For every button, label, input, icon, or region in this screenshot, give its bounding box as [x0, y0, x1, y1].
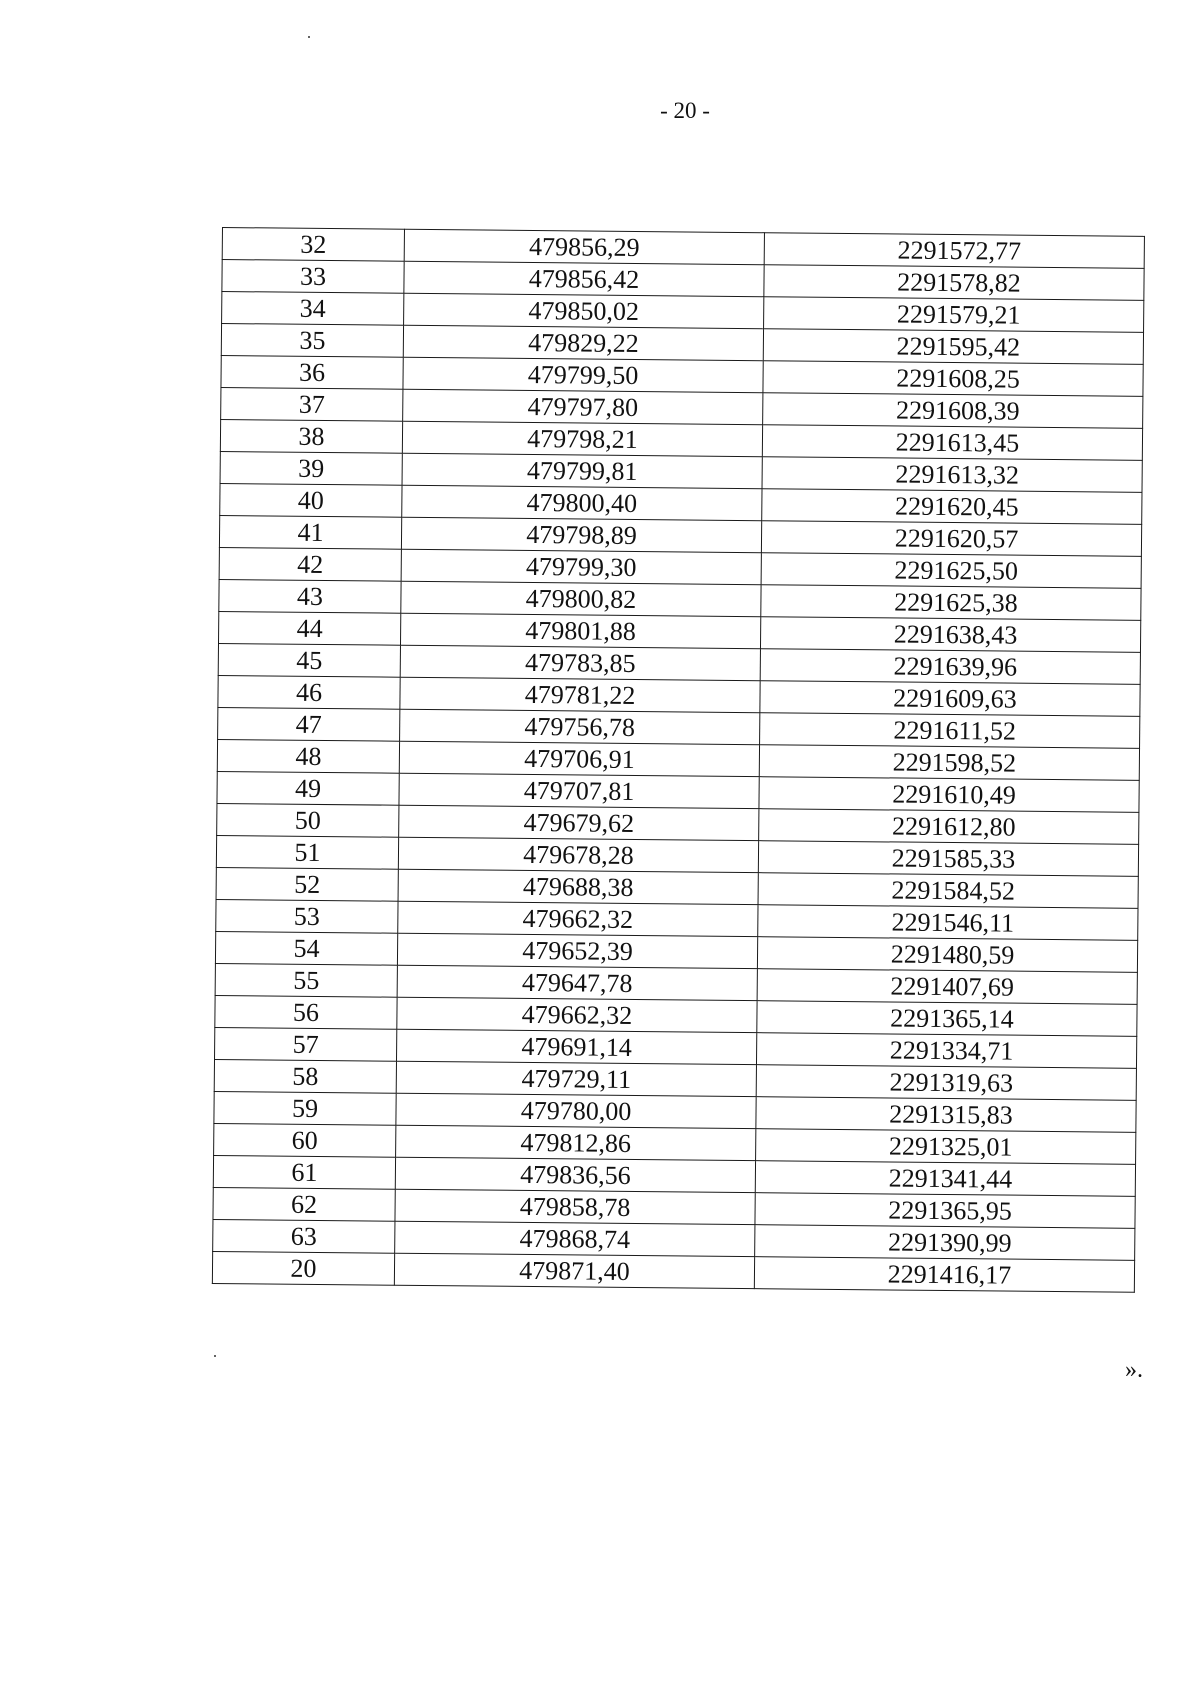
- point-number-cell: 47: [218, 707, 400, 741]
- point-number-cell: 44: [219, 611, 401, 645]
- point-number-cell: 57: [215, 1027, 397, 1061]
- point-number-cell: 43: [219, 579, 401, 613]
- x-coordinate-cell: 479783,85: [400, 645, 760, 680]
- point-number-cell: 54: [215, 931, 397, 965]
- x-coordinate-cell: 479868,74: [395, 1221, 755, 1256]
- x-coordinate-cell: 479662,32: [398, 901, 758, 936]
- x-coordinate-cell: 479781,22: [400, 677, 760, 712]
- x-coordinate-cell: 479798,21: [402, 421, 762, 456]
- point-number-cell: 38: [220, 419, 402, 453]
- x-coordinate-cell: 479836,56: [395, 1157, 755, 1192]
- y-coordinate-cell: 2291620,45: [762, 489, 1142, 525]
- point-number-cell: 49: [217, 771, 399, 805]
- scan-speck: [308, 36, 310, 38]
- y-coordinate-cell: 2291638,43: [760, 617, 1140, 653]
- x-coordinate-cell: 479812,86: [396, 1125, 756, 1160]
- point-number-cell: 62: [213, 1187, 395, 1221]
- y-coordinate-cell: 2291608,39: [763, 393, 1143, 429]
- y-coordinate-cell: 2291610,49: [759, 777, 1139, 813]
- closing-quote-mark: ».: [1125, 1357, 1143, 1383]
- x-coordinate-cell: 479858,78: [395, 1189, 755, 1224]
- x-coordinate-cell: 479799,30: [401, 549, 761, 584]
- x-coordinate-cell: 479799,50: [403, 357, 763, 392]
- x-coordinate-cell: 479797,80: [403, 389, 763, 424]
- x-coordinate-cell: 479691,14: [397, 1029, 757, 1064]
- y-coordinate-cell: 2291480,59: [757, 937, 1137, 973]
- y-coordinate-cell: 2291365,95: [755, 1193, 1135, 1229]
- x-coordinate-cell: 479856,42: [404, 261, 764, 296]
- x-coordinate-cell: 479678,28: [398, 837, 758, 872]
- point-number-cell: 63: [213, 1219, 395, 1253]
- point-number-cell: 59: [214, 1091, 396, 1125]
- point-number-cell: 39: [220, 451, 402, 485]
- point-number-cell: 46: [218, 675, 400, 709]
- point-number-cell: 41: [219, 515, 401, 549]
- x-coordinate-cell: 479850,02: [404, 293, 764, 328]
- point-number-cell: 45: [218, 643, 400, 677]
- y-coordinate-cell: 2291611,52: [760, 713, 1140, 749]
- y-coordinate-cell: 2291341,44: [755, 1161, 1135, 1197]
- x-coordinate-cell: 479799,81: [402, 453, 762, 488]
- y-coordinate-cell: 2291609,63: [760, 681, 1140, 717]
- point-number-cell: 56: [215, 995, 397, 1029]
- x-coordinate-cell: 479756,78: [400, 709, 760, 744]
- y-coordinate-cell: 2291315,83: [756, 1097, 1136, 1133]
- point-number-cell: 32: [222, 228, 404, 262]
- y-coordinate-cell: 2291625,38: [761, 585, 1141, 621]
- y-coordinate-cell: 2291608,25: [763, 361, 1143, 397]
- y-coordinate-cell: 2291579,21: [764, 297, 1144, 333]
- point-number-cell: 55: [215, 963, 397, 997]
- y-coordinate-cell: 2291584,52: [758, 873, 1138, 909]
- point-number-cell: 34: [222, 292, 404, 326]
- x-coordinate-cell: 479652,39: [397, 933, 757, 968]
- y-coordinate-cell: 2291572,77: [764, 233, 1144, 269]
- y-coordinate-cell: 2291620,57: [761, 521, 1141, 557]
- y-coordinate-cell: 2291416,17: [754, 1257, 1134, 1293]
- point-number-cell: 60: [214, 1123, 396, 1157]
- y-coordinate-cell: 2291625,50: [761, 553, 1141, 589]
- point-number-cell: 42: [219, 547, 401, 581]
- y-coordinate-cell: 2291365,14: [757, 1001, 1137, 1037]
- x-coordinate-cell: 479706,91: [399, 741, 759, 776]
- y-coordinate-cell: 2291325,01: [756, 1129, 1136, 1165]
- y-coordinate-cell: 2291546,11: [758, 905, 1138, 941]
- x-coordinate-cell: 479829,22: [403, 325, 763, 360]
- point-number-cell: 20: [212, 1251, 394, 1285]
- y-coordinate-cell: 2291319,63: [756, 1065, 1136, 1101]
- x-coordinate-cell: 479800,40: [402, 485, 762, 520]
- point-number-cell: 40: [220, 483, 402, 517]
- x-coordinate-cell: 479729,11: [396, 1061, 756, 1096]
- point-number-cell: 53: [216, 899, 398, 933]
- x-coordinate-cell: 479662,32: [397, 997, 757, 1032]
- x-coordinate-cell: 479780,00: [396, 1093, 756, 1128]
- coordinates-table: [212, 227, 1145, 1293]
- page-number: - 20 -: [660, 98, 710, 123]
- point-number-cell: 50: [217, 803, 399, 837]
- coordinates-table-body: [212, 228, 1144, 1293]
- x-coordinate-cell: 479800,82: [401, 581, 761, 616]
- x-coordinate-cell: 479688,38: [398, 869, 758, 904]
- y-coordinate-cell: 2291595,42: [763, 329, 1143, 365]
- y-coordinate-cell: 2291390,99: [755, 1225, 1135, 1261]
- x-coordinate-cell: 479679,62: [399, 805, 759, 840]
- point-number-cell: 61: [213, 1155, 395, 1189]
- x-coordinate-cell: 479801,88: [400, 613, 760, 648]
- x-coordinate-cell: 479871,40: [394, 1253, 754, 1288]
- point-number-cell: 35: [221, 324, 403, 358]
- scan-speck: [214, 1355, 216, 1357]
- point-number-cell: 52: [216, 867, 398, 901]
- y-coordinate-cell: 2291407,69: [757, 969, 1137, 1005]
- y-coordinate-cell: 2291585,33: [758, 841, 1138, 877]
- point-number-cell: 37: [221, 387, 403, 421]
- y-coordinate-cell: 2291578,82: [764, 265, 1144, 301]
- y-coordinate-cell: 2291613,32: [762, 457, 1142, 493]
- x-coordinate-cell: 479798,89: [401, 517, 761, 552]
- y-coordinate-cell: 2291334,71: [756, 1033, 1136, 1069]
- x-coordinate-cell: 479647,78: [397, 965, 757, 1000]
- y-coordinate-cell: 2291613,45: [762, 425, 1142, 461]
- point-number-cell: 58: [214, 1059, 396, 1093]
- y-coordinate-cell: 2291598,52: [759, 745, 1139, 781]
- y-coordinate-cell: 2291639,96: [760, 649, 1140, 685]
- point-number-cell: 36: [221, 355, 403, 389]
- point-number-cell: 51: [216, 835, 398, 869]
- point-number-cell: 33: [222, 260, 404, 294]
- x-coordinate-cell: 479856,29: [404, 229, 764, 264]
- y-coordinate-cell: 2291612,80: [759, 809, 1139, 845]
- x-coordinate-cell: 479707,81: [399, 773, 759, 808]
- point-number-cell: 48: [217, 739, 399, 773]
